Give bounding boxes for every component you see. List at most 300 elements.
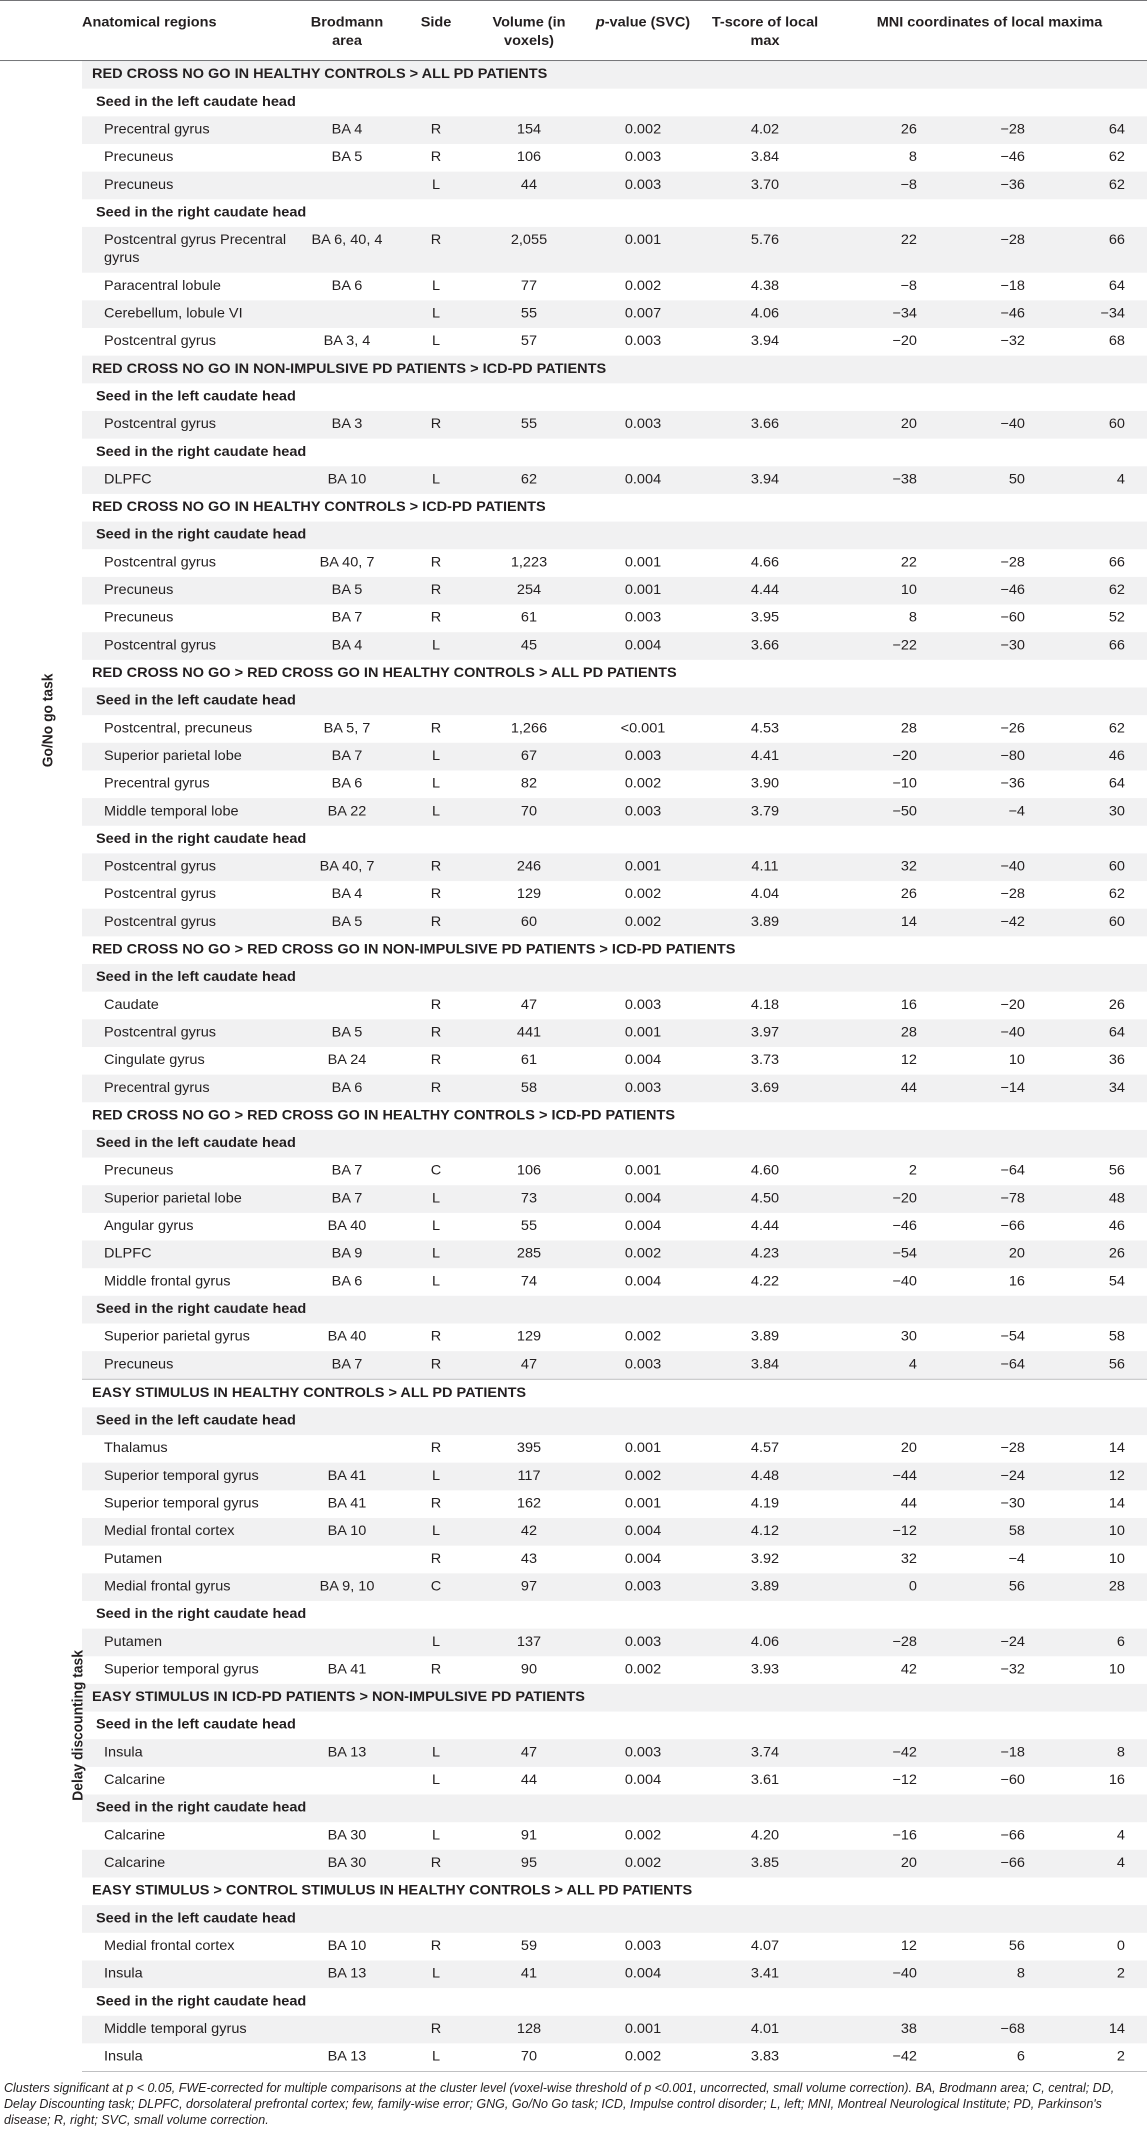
seed-title: Seed in the right caudate head xyxy=(96,1993,307,2010)
cell-mni-z: 34 xyxy=(1037,1075,1147,1103)
cell-tscore: 4.44 xyxy=(750,1218,780,1234)
cell-brodmann xyxy=(292,1435,402,1463)
cell-mni-z: 62 xyxy=(1108,149,1125,165)
table-body xyxy=(0,61,1147,2072)
cell-mni-y: −30 xyxy=(937,632,1037,660)
cell-region: Precuneus xyxy=(104,149,174,165)
table-row xyxy=(0,1463,1147,1491)
cell-pvalue: 0.003 xyxy=(588,743,698,771)
cell-brodmann: BA 10 xyxy=(292,1518,402,1546)
table-row xyxy=(0,1075,1147,1103)
cell-volume: 82 xyxy=(520,776,538,792)
cell-mni-x: 28 xyxy=(832,1019,937,1047)
cell-side: L xyxy=(402,632,470,660)
seed-title: Seed in the left caudate head xyxy=(82,964,1147,992)
cell-pvalue: 0.003 xyxy=(588,1351,698,1379)
cell-mni-y: −28 xyxy=(1000,554,1025,571)
cell-side: L xyxy=(431,1827,441,1844)
cell-region: Postcentral gyrus xyxy=(104,554,217,571)
table-row xyxy=(0,881,1147,909)
cell-volume: 129 xyxy=(516,1329,542,1345)
cell-volume: 91 xyxy=(520,1827,538,1844)
header-volume: Volume (in voxels) xyxy=(470,0,588,60)
cell-mni-x: 8 xyxy=(908,149,917,165)
cell-mni-x: −12 xyxy=(892,1772,917,1788)
cell-mni-y: −24 xyxy=(937,1463,1037,1491)
table-footnote: Clusters significant at p < 0.05, FWE-corrected for multiple comparisons at the cluster level (voxel-wise threshold of p <0.001, uncorrected, small volume correction). BA, Brodmann area; C, central; DD, Delay Discounting task; DLPFC, dorsolateral prefrontal cortex; few, family-wise error; GNG, Go/No Go task; ICD, Impulse control disorder; L, left; MNI, Montreal Neurological Institute; PD, Parkinson's disease; R, right; SVC, small volume correction. xyxy=(4,2081,1115,2127)
cell-mni-z: 14 xyxy=(1037,2016,1147,2044)
cell-mni-y: −66 xyxy=(1000,1218,1025,1234)
table-row xyxy=(0,1518,1147,1546)
cell-volume: 61 xyxy=(520,610,538,626)
section-title: EASY STIMULUS IN HEALTHY CONTROLS > ALL PD PATIENTS xyxy=(92,1385,527,1401)
cell-region: Superior temporal gyrus xyxy=(82,1463,292,1491)
cell-region: Insula xyxy=(82,2043,292,2071)
cell-side: L xyxy=(402,1518,470,1546)
cell-tscore: 3.83 xyxy=(698,2043,832,2071)
cell-side: R xyxy=(430,554,442,571)
cell-brodmann: BA 3 xyxy=(292,411,402,439)
cell-volume: 77 xyxy=(520,278,538,294)
cell-tscore: 3.85 xyxy=(698,1850,832,1878)
section-title: RED CROSS NO GO > RED CROSS GO IN HEALTHY CONTROLS > ALL PD PATIENTS xyxy=(92,665,677,681)
cell-brodmann xyxy=(292,1767,402,1795)
cell-mni-x: 8 xyxy=(908,610,917,626)
cell-side: R xyxy=(402,411,470,439)
cell-brodmann: BA 41 xyxy=(327,1661,367,1678)
cell-volume: 47 xyxy=(520,997,538,1013)
table-row xyxy=(0,411,1147,439)
cell-region: Precuneus xyxy=(104,1163,174,1179)
cell-pvalue: 0.003 xyxy=(588,172,698,200)
cell-mni-x: 0 xyxy=(832,1573,937,1601)
cell-mni-x: 28 xyxy=(900,720,917,737)
cell-pvalue: 0.001 xyxy=(624,1163,662,1179)
seed-row xyxy=(0,1407,1147,1435)
cell-region: Insula xyxy=(82,1960,292,1988)
cell-volume: 47 xyxy=(470,1351,588,1379)
cell-tscore: 4.06 xyxy=(698,1629,832,1657)
cell-tscore: 4.01 xyxy=(698,2016,832,2044)
cell-brodmann: BA 22 xyxy=(292,798,402,826)
section-row xyxy=(0,660,1147,688)
cell-volume: 246 xyxy=(470,853,588,881)
cell-region: Superior temporal gyrus xyxy=(104,1496,259,1512)
cell-volume: 137 xyxy=(470,1629,588,1657)
cell-brodmann: BA 10 xyxy=(327,1938,367,1954)
section-row xyxy=(0,1379,1147,1407)
table-row xyxy=(0,1573,1147,1601)
cell-region: Calcarine xyxy=(82,1850,292,1878)
cell-mni-y: 50 xyxy=(937,466,1037,494)
header-region: Anatomical regions xyxy=(82,0,292,60)
cell-mni-z: 60 xyxy=(1037,909,1147,937)
cell-mni-z: 4 xyxy=(1116,1827,1125,1844)
cell-region: Thalamus xyxy=(104,1440,168,1457)
table-row xyxy=(0,227,1147,273)
table-row xyxy=(0,1185,1147,1213)
cell-pvalue: 0.003 xyxy=(624,610,662,626)
cell-brodmann: BA 13 xyxy=(292,2043,402,2071)
cell-side: R xyxy=(430,1440,442,1457)
cell-mni-y: 6 xyxy=(937,2043,1037,2071)
cell-mni-z: 26 xyxy=(1108,997,1125,1013)
cell-region: Angular gyrus xyxy=(104,1218,194,1234)
cell-pvalue: 0.002 xyxy=(588,1463,698,1491)
table-header xyxy=(0,0,1147,60)
cell-volume: 117 xyxy=(470,1463,588,1491)
cell-mni-y: −42 xyxy=(937,909,1037,937)
cell-pvalue: 0.001 xyxy=(624,1440,662,1457)
cell-region: Caudate xyxy=(104,997,159,1013)
table-row xyxy=(0,1490,1147,1518)
cell-volume: 1,223 xyxy=(510,554,548,571)
cell-tscore: 4.41 xyxy=(698,743,832,771)
header-side: Side xyxy=(402,0,470,60)
table-row xyxy=(0,1268,1147,1296)
cell-mni-z: 58 xyxy=(1108,1329,1125,1345)
cell-pvalue: 0.004 xyxy=(588,466,698,494)
cell-mni-x: 32 xyxy=(832,853,937,881)
cell-side: L xyxy=(402,1241,470,1269)
seed-row xyxy=(0,522,1147,550)
cell-side: L xyxy=(402,1463,470,1491)
cell-mni-z: 64 xyxy=(1108,776,1125,792)
table-row xyxy=(0,549,1147,577)
cell-region: Precuneus xyxy=(82,172,292,200)
cell-mni-y: −36 xyxy=(937,172,1037,200)
cell-brodmann: BA 6 xyxy=(331,776,363,792)
table-row xyxy=(0,116,1147,144)
section-title: RED CROSS NO GO IN HEALTHY CONTROLS > ALL PD PATIENTS xyxy=(82,61,1147,89)
table-row xyxy=(0,1656,1147,1684)
cell-region: Precuneus xyxy=(82,1351,292,1379)
cell-mni-y: 56 xyxy=(937,1573,1037,1601)
cell-volume: 129 xyxy=(516,886,542,903)
table-row xyxy=(0,1822,1147,1850)
task-label-cell xyxy=(0,61,82,1380)
cell-brodmann: BA 4 xyxy=(292,632,402,660)
cell-volume: 67 xyxy=(470,743,588,771)
cell-mni-x: 14 xyxy=(832,909,937,937)
cell-tscore: 3.73 xyxy=(750,1052,780,1068)
cell-region: Middle temporal gyrus xyxy=(82,2016,292,2044)
cell-tscore: 3.69 xyxy=(698,1075,832,1103)
cell-side: L xyxy=(431,1772,441,1788)
cell-side: L xyxy=(402,1739,470,1767)
cell-mni-y: −4 xyxy=(937,798,1037,826)
cell-side: R xyxy=(402,1850,470,1878)
cell-tscore: 3.79 xyxy=(698,798,832,826)
cell-mni-x: 4 xyxy=(832,1351,937,1379)
cell-tscore: 3.92 xyxy=(750,1551,780,1567)
cell-pvalue: 0.003 xyxy=(588,1739,698,1767)
cell-pvalue: 0.001 xyxy=(588,1019,698,1047)
cell-side: R xyxy=(402,116,470,144)
cell-mni-y: 20 xyxy=(937,1241,1037,1269)
cell-side: C xyxy=(402,1573,470,1601)
cell-mni-x: 38 xyxy=(832,2016,937,2044)
table-row xyxy=(0,1019,1147,1047)
cell-mni-z: 36 xyxy=(1108,1052,1125,1068)
cell-tscore: 4.12 xyxy=(698,1518,832,1546)
cell-tscore: 4.57 xyxy=(750,1440,780,1457)
seed-row xyxy=(0,826,1147,854)
table-row xyxy=(0,909,1147,937)
cell-pvalue: 0.001 xyxy=(624,554,662,571)
cell-pvalue: 0.002 xyxy=(624,1329,662,1345)
cell-brodmann: BA 5 xyxy=(292,909,402,937)
cell-tscore: 4.02 xyxy=(698,116,832,144)
cell-side: R xyxy=(402,1019,470,1047)
cell-volume: 44 xyxy=(520,1772,538,1788)
cell-mni-z: 62 xyxy=(1037,172,1147,200)
cell-side: R xyxy=(430,1551,442,1567)
cell-side: L xyxy=(431,1273,441,1290)
cell-mni-z: 64 xyxy=(1108,278,1125,294)
section-title: EASY STIMULUS > CONTROL STIMULUS IN HEALTHY CONTROLS > ALL PD PATIENTS xyxy=(92,1883,693,1899)
cell-mni-y: −46 xyxy=(937,300,1037,328)
cell-volume: 60 xyxy=(470,909,588,937)
cell-region: Paracentral lobule xyxy=(104,278,221,294)
seed-row xyxy=(0,1296,1147,1324)
cell-mni-x: −42 xyxy=(832,2043,937,2071)
task-label: Go/No go task xyxy=(40,673,57,768)
cell-mni-y: 8 xyxy=(937,1960,1037,1988)
cell-brodmann: BA 6 xyxy=(331,278,363,294)
cell-mni-x: 2 xyxy=(908,1163,917,1179)
seed-row xyxy=(0,687,1147,715)
cell-tscore: 3.70 xyxy=(698,172,832,200)
cell-volume: 47 xyxy=(470,1739,588,1767)
cell-volume: 58 xyxy=(470,1075,588,1103)
header-task xyxy=(0,0,82,60)
cell-mni-y: −64 xyxy=(1000,1163,1025,1179)
cell-mni-z: 56 xyxy=(1108,1163,1125,1179)
table-row xyxy=(0,1213,1147,1241)
cell-side: R xyxy=(430,1052,442,1068)
table-row xyxy=(0,992,1147,1020)
cell-mni-z: 68 xyxy=(1108,333,1125,349)
cell-side: L xyxy=(402,300,470,328)
cell-tscore: 4.19 xyxy=(750,1496,780,1512)
section-title: RED CROSS NO GO > RED CROSS GO IN HEALTHY CONTROLS > ICD-PD PATIENTS xyxy=(92,1107,676,1124)
cell-mni-y: −40 xyxy=(937,1019,1037,1047)
seed-title: Seed in the right caudate head xyxy=(96,1606,307,1622)
cell-brodmann: BA 7 xyxy=(292,1351,402,1379)
cell-tscore: 3.89 xyxy=(698,909,832,937)
cell-mni-x: −34 xyxy=(832,300,937,328)
cell-mni-x: −40 xyxy=(832,1960,937,1988)
header-pvalue xyxy=(588,0,698,60)
cell-pvalue: 0.002 xyxy=(588,1850,698,1878)
cell-side: L xyxy=(402,1960,470,1988)
table-row xyxy=(0,273,1147,301)
table-row xyxy=(0,2016,1147,2044)
cell-brodmann: BA 5 xyxy=(292,1019,402,1047)
cell-mni-x: −8 xyxy=(900,278,917,294)
cell-mni-y: 56 xyxy=(1008,1938,1025,1954)
cell-volume: 441 xyxy=(470,1019,588,1047)
cell-side: L xyxy=(402,1629,470,1657)
cell-mni-y: −46 xyxy=(937,577,1037,605)
cell-side: R xyxy=(430,720,442,737)
cell-tscore: 3.84 xyxy=(750,149,780,165)
cell-mni-x: −28 xyxy=(832,1629,937,1657)
cell-region: Middle frontal gyrus xyxy=(104,1273,231,1290)
table-row xyxy=(0,1933,1147,1961)
cell-region: Precuneus xyxy=(104,610,174,626)
cell-mni-z: 52 xyxy=(1108,610,1125,626)
cell-volume: 128 xyxy=(470,2016,588,2044)
cell-pvalue: 0.003 xyxy=(624,333,662,349)
cell-pvalue: 0.002 xyxy=(588,2043,698,2071)
header-tscore: T-score of local max xyxy=(698,0,832,60)
header-brodmann: Brodmann area xyxy=(292,0,402,60)
cell-brodmann xyxy=(292,992,402,1020)
cell-mni-x: 20 xyxy=(832,411,937,439)
cell-side: R xyxy=(430,1496,442,1512)
cell-brodmann: BA 30 xyxy=(292,1850,402,1878)
cell-brodmann: BA 41 xyxy=(327,1496,367,1512)
cell-side: R xyxy=(402,909,470,937)
cell-side: L xyxy=(402,1185,470,1213)
cell-pvalue: 0.001 xyxy=(588,853,698,881)
cell-mni-x: 44 xyxy=(900,1496,917,1512)
cell-volume: 95 xyxy=(470,1850,588,1878)
seed-row xyxy=(0,383,1147,411)
cell-pvalue: 0.001 xyxy=(624,1496,662,1512)
table-row xyxy=(0,1850,1147,1878)
cell-mni-y: −66 xyxy=(1000,1827,1025,1844)
cell-tscore: 4.50 xyxy=(698,1185,832,1213)
seed-title: Seed in the left caudate head xyxy=(96,94,296,110)
cell-region: Postcentral gyrus Precentral gyrus xyxy=(82,227,292,273)
cell-mni-z: 28 xyxy=(1037,1573,1147,1601)
cell-brodmann: BA 40 xyxy=(327,1329,367,1345)
cell-brodmann: BA 9 xyxy=(292,1241,402,1269)
cell-mni-x: 26 xyxy=(900,886,917,903)
cell-mni-x: 12 xyxy=(900,1052,917,1068)
cell-region: DLPFC xyxy=(82,466,292,494)
cell-mni-z: 16 xyxy=(1108,1772,1125,1788)
cell-volume: 59 xyxy=(520,1938,538,1954)
cell-mni-y: −26 xyxy=(1000,720,1025,737)
cell-mni-z: 8 xyxy=(1037,1739,1147,1767)
cell-tscore: 5.76 xyxy=(698,227,832,273)
cell-mni-z: 10 xyxy=(1108,1551,1125,1567)
cell-tscore: 4.48 xyxy=(698,1463,832,1491)
cell-side: R xyxy=(430,1938,442,1954)
table-row xyxy=(0,1435,1147,1463)
cell-brodmann: BA 4 xyxy=(331,886,363,903)
header-pvalue-rest: -value (SVC) xyxy=(604,15,691,31)
table-row xyxy=(0,2043,1147,2071)
cell-region: Cingulate gyrus xyxy=(104,1052,205,1068)
cell-pvalue: 0.003 xyxy=(588,1573,698,1601)
cell-brodmann: BA 7 xyxy=(331,610,363,626)
cell-tscore: 3.89 xyxy=(750,1329,780,1345)
cell-mni-x: −42 xyxy=(832,1739,937,1767)
seed-title: Seed in the left caudate head xyxy=(82,1905,1147,1933)
cell-mni-x: 12 xyxy=(900,1938,917,1954)
cell-mni-z: 62 xyxy=(1037,577,1147,605)
cell-mni-z: 30 xyxy=(1037,798,1147,826)
cell-pvalue: 0.004 xyxy=(624,1551,662,1567)
cell-region: Postcentral gyrus xyxy=(82,853,292,881)
cell-mni-z: 46 xyxy=(1108,1218,1125,1234)
seed-row xyxy=(0,89,1147,117)
cell-volume: 1,266 xyxy=(510,720,548,737)
cell-mni-z: 2 xyxy=(1037,1960,1147,1988)
cell-mni-x: −20 xyxy=(832,743,937,771)
seed-title: Seed in the left caudate head xyxy=(82,1130,1147,1158)
cell-mni-y: −64 xyxy=(937,1351,1037,1379)
cell-brodmann: BA 6 xyxy=(331,1273,363,1290)
cell-pvalue: 0.003 xyxy=(624,149,662,165)
cell-pvalue: 0.002 xyxy=(624,886,662,903)
table-row xyxy=(0,144,1147,172)
cell-brodmann: BA 6 xyxy=(292,1075,402,1103)
cell-volume: 62 xyxy=(470,466,588,494)
cell-volume: 70 xyxy=(470,798,588,826)
cell-pvalue: 0.002 xyxy=(588,1241,698,1269)
cell-mni-x: 30 xyxy=(900,1329,917,1345)
cell-brodmann xyxy=(292,1546,402,1574)
section-row xyxy=(0,61,1147,89)
cell-brodmann: BA 3, 4 xyxy=(323,333,371,349)
cell-pvalue: 0.001 xyxy=(588,2016,698,2044)
header-mni: MNI coordinates of local maxima xyxy=(832,0,1147,60)
cell-volume: 106 xyxy=(516,149,542,165)
cell-region: Postcentral gyrus xyxy=(104,886,217,903)
seed-row xyxy=(0,439,1147,467)
cell-pvalue: 0.003 xyxy=(624,1938,662,1954)
cell-side: L xyxy=(431,278,441,294)
cell-pvalue: 0.004 xyxy=(588,1960,698,1988)
cell-mni-x: 16 xyxy=(900,997,917,1013)
cell-mni-y: −60 xyxy=(1000,610,1025,626)
cell-region: Calcarine xyxy=(104,1772,166,1788)
cell-mni-z: 6 xyxy=(1037,1629,1147,1657)
cell-region: Medial frontal cortex xyxy=(104,1938,235,1954)
cell-brodmann: BA 40, 7 xyxy=(292,853,402,881)
cell-mni-y: −32 xyxy=(1000,1661,1025,1678)
seed-row xyxy=(0,1601,1147,1629)
cell-mni-z: 10 xyxy=(1108,1661,1125,1678)
cell-mni-y: −66 xyxy=(937,1850,1037,1878)
cell-tscore: 3.94 xyxy=(750,333,780,349)
cell-mni-z: 56 xyxy=(1037,1351,1147,1379)
cell-region: Postcentral gyrus xyxy=(82,1019,292,1047)
cell-mni-x: −12 xyxy=(832,1518,937,1546)
cell-mni-x: 42 xyxy=(900,1661,917,1678)
cell-region: Precentral gyrus xyxy=(82,116,292,144)
cell-mni-y: −40 xyxy=(937,853,1037,881)
cell-mni-z: 62 xyxy=(1108,720,1125,737)
seed-title: Seed in the left caudate head xyxy=(96,389,296,405)
cell-brodmann: BA 9, 10 xyxy=(292,1573,402,1601)
table-row xyxy=(0,1158,1147,1186)
cell-mni-x: 22 xyxy=(900,554,917,571)
cell-brodmann: BA 7 xyxy=(292,743,402,771)
cell-mni-x: 20 xyxy=(832,1850,937,1878)
cell-volume: 73 xyxy=(470,1185,588,1213)
cell-volume: 254 xyxy=(470,577,588,605)
cell-region: Postcentral gyrus xyxy=(82,632,292,660)
cell-mni-y: −40 xyxy=(937,411,1037,439)
cell-brodmann: BA 41 xyxy=(292,1463,402,1491)
